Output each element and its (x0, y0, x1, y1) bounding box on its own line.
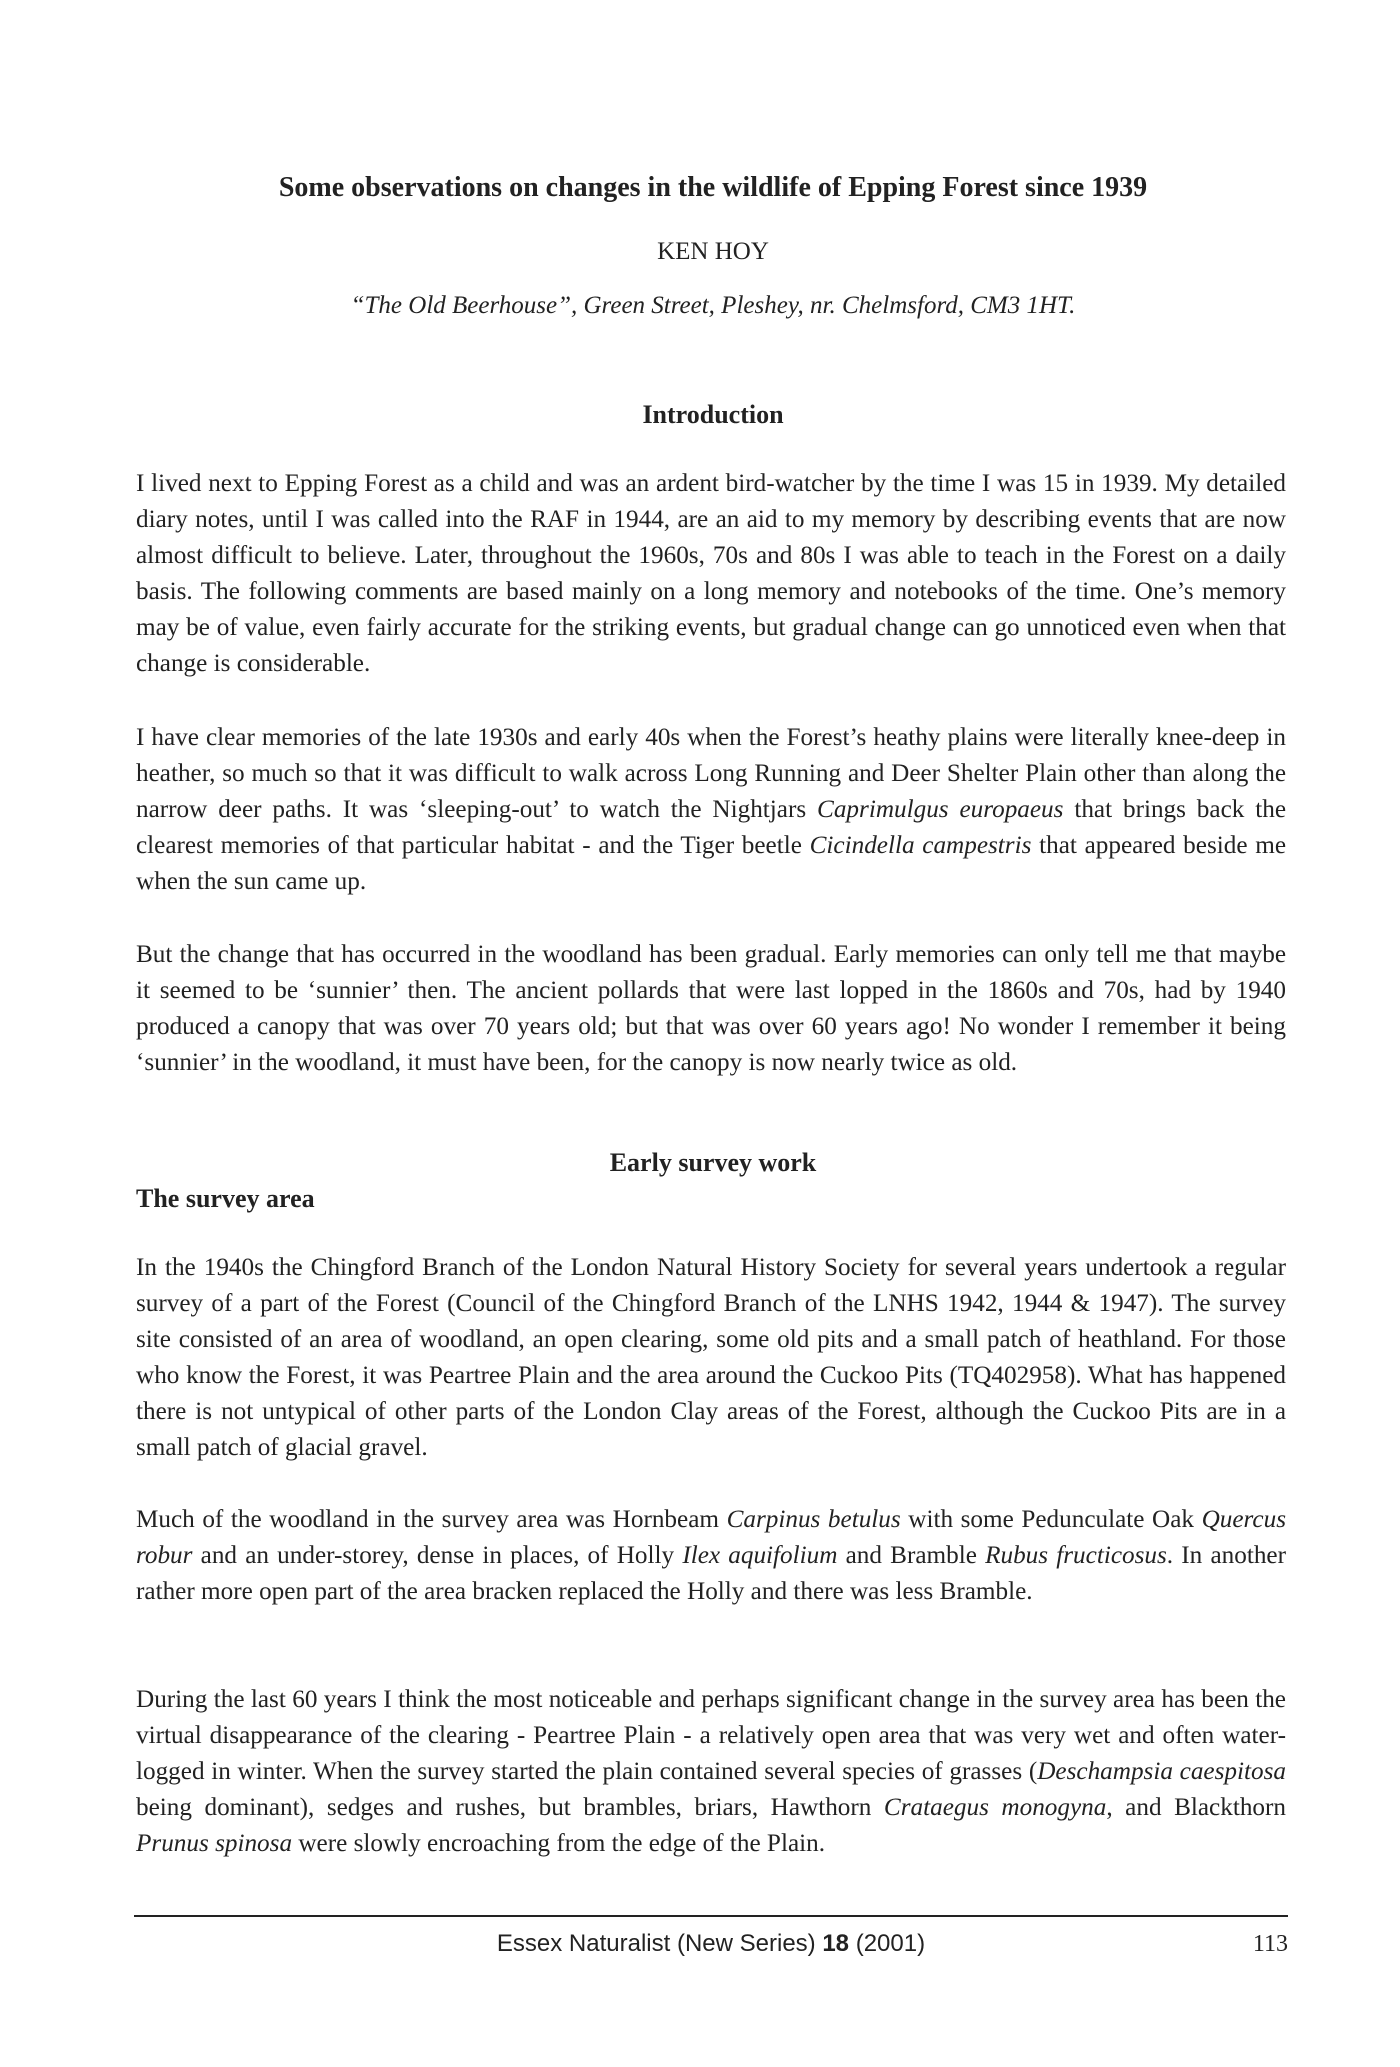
paragraph-5-text-d: and Bramble (837, 1542, 986, 1569)
species-name: Deschampsia caespitosa (1037, 1758, 1286, 1785)
paragraph-3: But the change that has occurred in the woodland has been gradual. Early memories can only tell me that maybe it seemed to be ‘sunnier’ then. The ancient pollards that were last lopped in the 1860s and 70s, had by 1940 produced a canopy that was over 70 years old; but that was over 60 years ago! No wonder I remember it being ‘sunnier’ in the woodland, it must have been, for the canopy is now nearly twice as old. (136, 941, 1286, 1076)
article-author: KEN HOY (657, 238, 769, 265)
species-name: Rubus fructicosus (985, 1542, 1167, 1569)
paragraph-2-text-a: I have clear memories of the late 1930s and early 40s when the Forest’s heathy plains were literally knee-deep in heather, so much so that it was difficult to walk across Long Running and Deer Shelter Plain other than along the narrow deer paths. It was ‘sleeping-out’ to watch the Nightjars (136, 724, 1286, 823)
species-name: Carpinus betulus (726, 1506, 901, 1533)
paragraph-1: I lived next to Epping Forest as a child and was an ardent bird-watcher by the time I was 15 in 1939. My detailed diary notes, until I was called into the RAF in 1944, are an aid to my memory by describing events that are now almost difficult to believe. Later, throughout the 1960s, 70s and 80s I was able to teach in the Forest on a daily basis. The following comments are based mainly on a long memory and notebooks of the time. One’s memory may be of value, even fairly accurate for the striking events, but gradual change can go unnoticed even when that change is considerable. (136, 470, 1286, 677)
page-number: 113 (1252, 1931, 1288, 1957)
paragraph-2-text-b: that brings back the clearest memories of that particular habitat - and the Tiger beetle (136, 796, 1286, 859)
paragraph-6-text-c: , and Blackthorn (1106, 1794, 1286, 1821)
journal-volume: 18 (822, 1930, 850, 1957)
paragraph-6-text-d: were slowly encroaching from the edge of the Plain. (292, 1830, 826, 1857)
species-name: Ilex aquifolium (682, 1542, 838, 1569)
footer-rule (134, 1915, 1288, 1917)
species-name: Quercus robur (136, 1506, 1286, 1569)
paragraph-2 (136, 720, 1286, 900)
paragraph-5-text-b: with some Pedunculate Oak (900, 1506, 1202, 1533)
paragraph-6-text-b: being dominant), sedges and rushes, but brambles, briars, Hawthorn (136, 1794, 884, 1821)
journal-year: (2001) (849, 1930, 926, 1957)
species-name: Caprimulgus europaeus (817, 796, 1064, 823)
author-address: “The Old Beerhouse”, Green Street, Pleshey, nr. Chelmsford, CM3 1HT. (350, 292, 1076, 319)
article-title: Some observations on changes in the wildlife of Epping Forest since 1939 (278, 172, 1148, 203)
paragraph-5-text-a: Much of the woodland in the survey area was Hornbeam (136, 1506, 727, 1533)
section-heading-early-survey: Early survey work (609, 1148, 817, 1177)
paragraph-4: In the 1940s the Chingford Branch of the London Natural History Society for several years undertook a regular survey of a part of the Forest (Council of the Chingford Branch of the LNHS 1942, 1944 & 1947). The survey site consisted of an area of woodland, an open clearing, some old pits and a small patch of heathland. For those who know the Forest, it was Peartree Plain and the area around the Cuckoo Pits (TQ402958). What has happened there is not untypical of other parts of the London Clay areas of the Forest, although the Cuckoo Pits are in a small patch of glacial gravel. (136, 1254, 1286, 1461)
paragraph-2-text-c: that appeared beside me when the sun came up. (136, 832, 1286, 895)
paragraph-6 (136, 1682, 1286, 1862)
journal-citation (134, 1928, 1288, 1960)
section-heading-introduction: Introduction (642, 400, 784, 429)
species-name: Crataegus monogyna (883, 1794, 1107, 1821)
species-name: Cicindella campestris (809, 832, 1032, 859)
paragraph-5-text-c: and an under-storey, dense in places, of Holly (192, 1542, 683, 1569)
paragraph-6-text-a: During the last 60 years I think the most noticeable and perhaps significant change in the survey area has been the virtual disappearance of the clearing - Peartree Plain - a relatively open area that was very wet and often water-logged in winter. When the survey started the plain contained several species of grasses ( (136, 1686, 1286, 1785)
paragraph-5-text-e: . In another rather more open part of the area bracken replaced the Holly and there was less Bramble. (136, 1542, 1286, 1605)
paragraph-5 (136, 1502, 1286, 1610)
species-name: Prunus spinosa (136, 1830, 293, 1857)
journal-name: Essex Naturalist (New Series) (496, 1930, 823, 1957)
subheading-survey-area: The survey area (136, 1184, 315, 1213)
